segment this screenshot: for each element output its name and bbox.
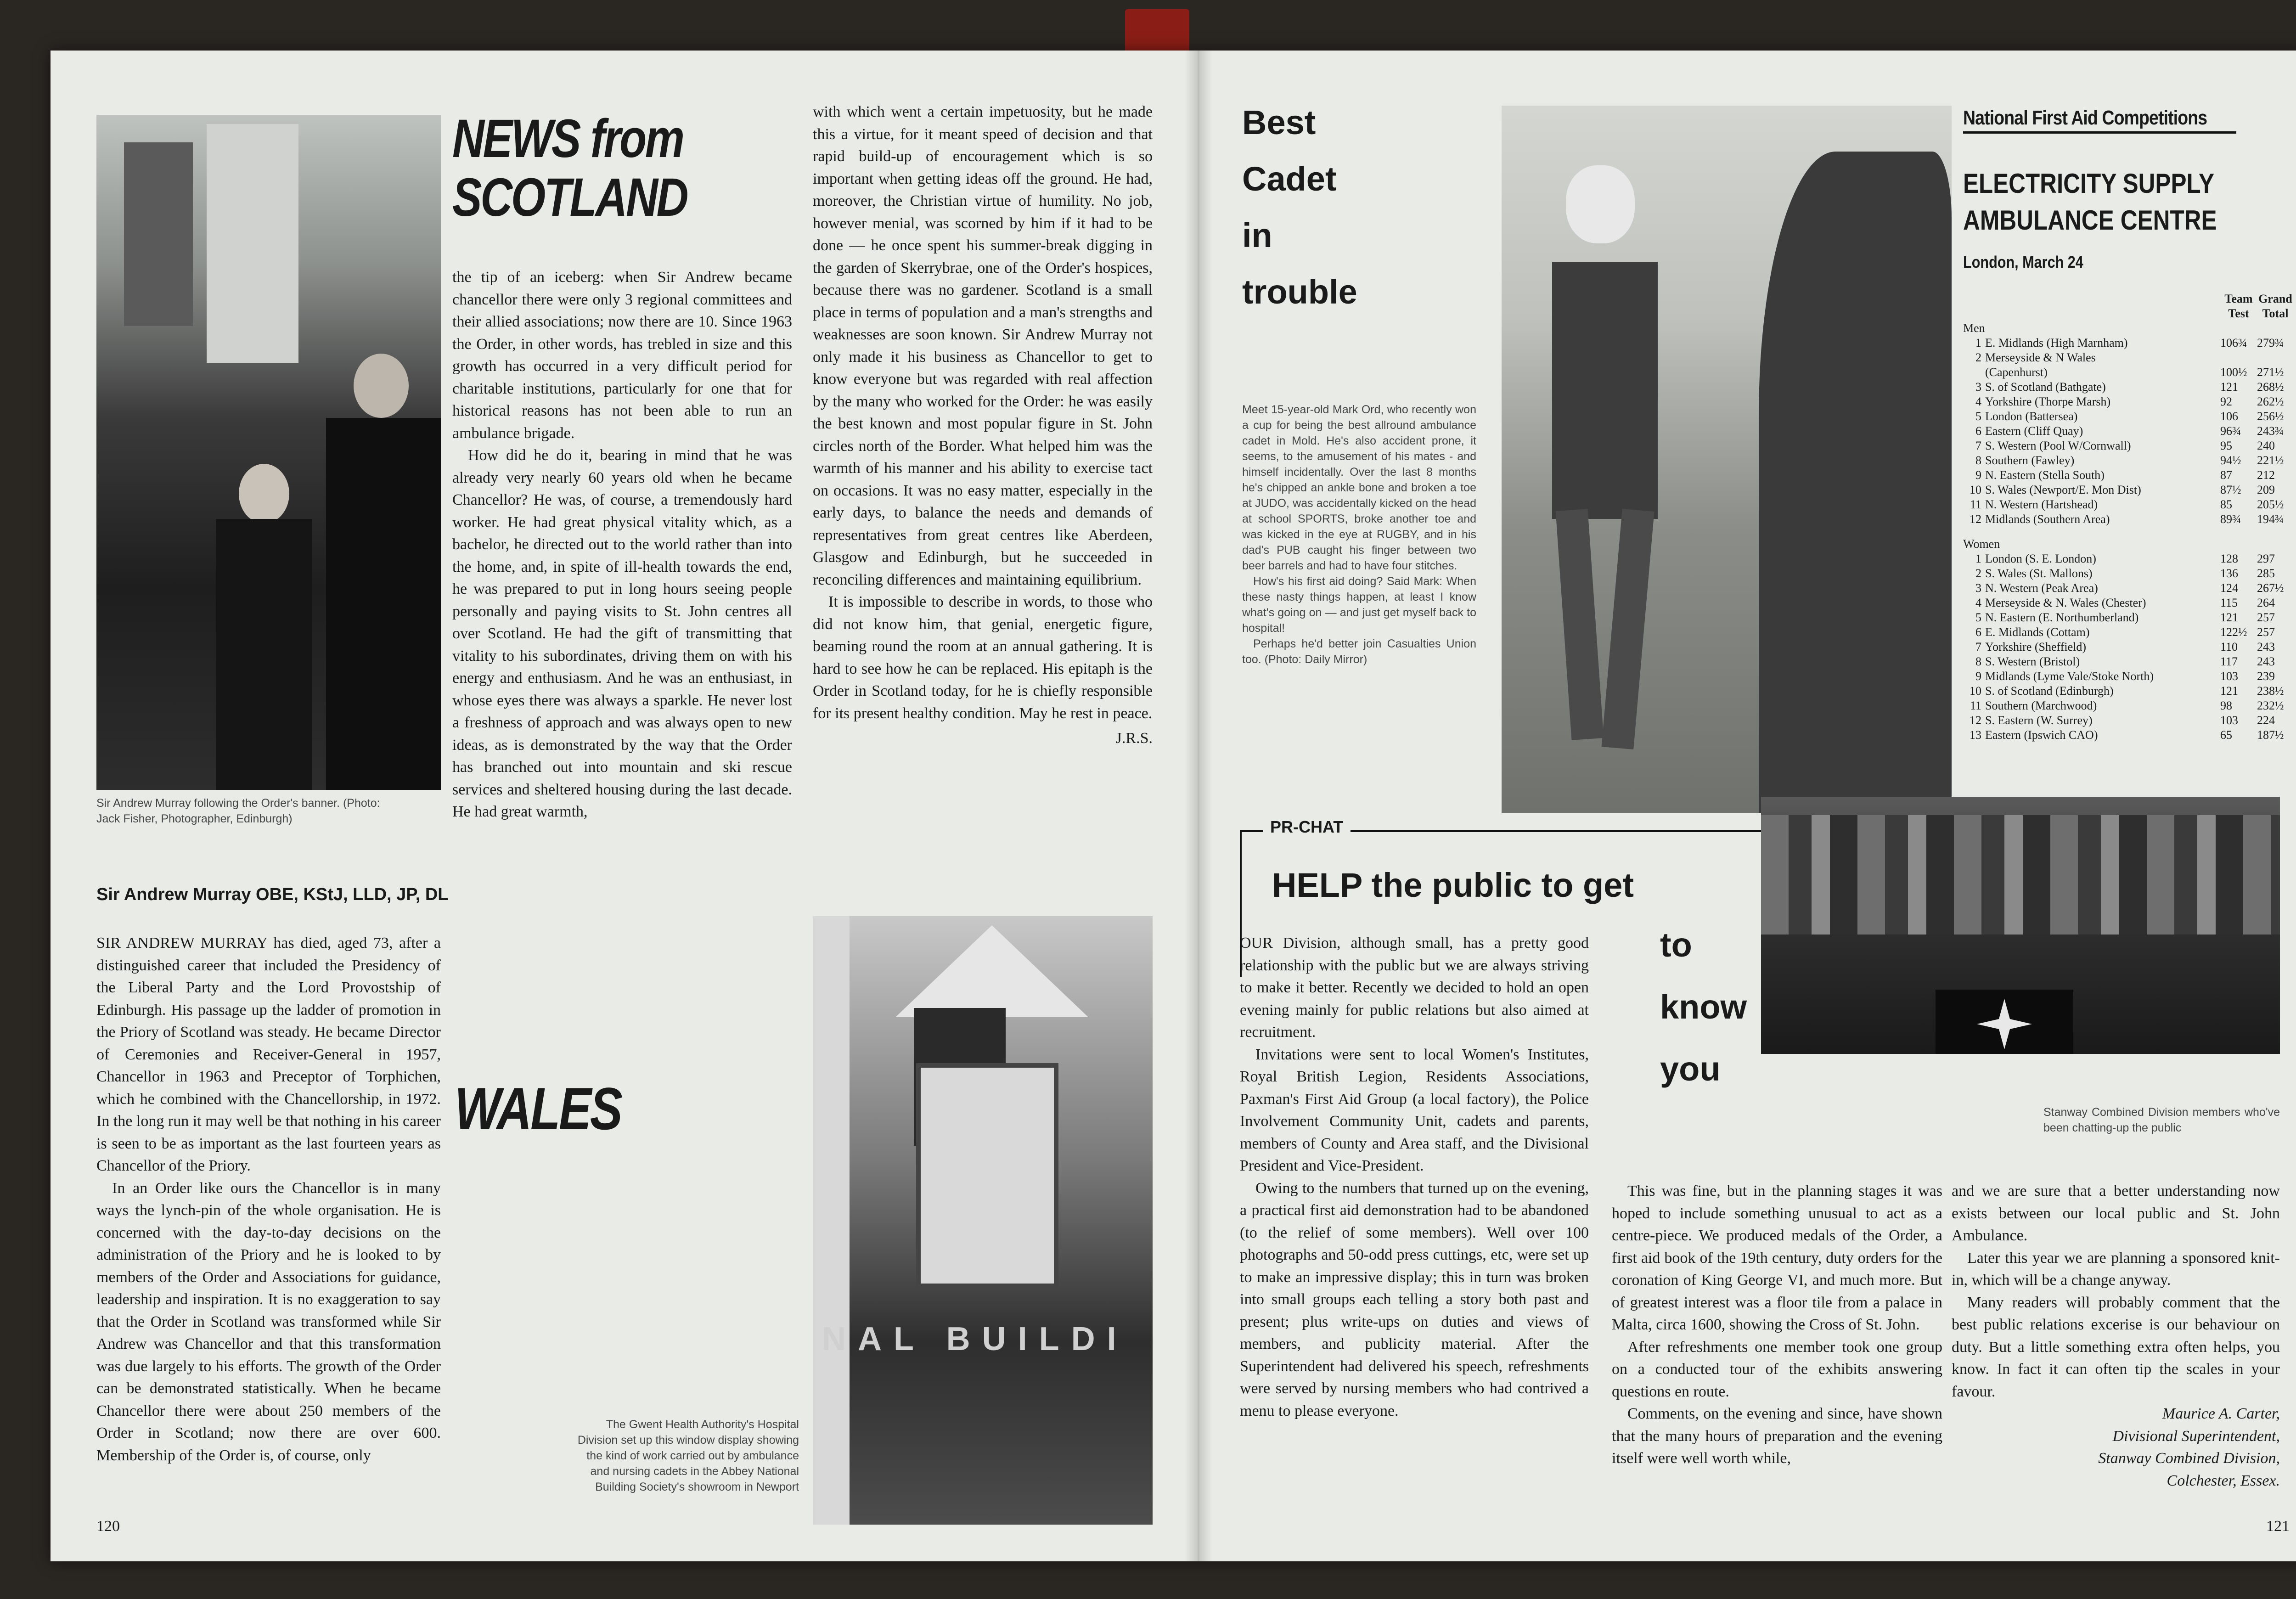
results-cell-n: 1 — [1975, 336, 1981, 349]
results-cell-name: Southern (Fawley) — [1985, 454, 2075, 467]
prchat-label-text: PR-CHAT — [1263, 817, 1351, 837]
results-row — [1963, 566, 2294, 581]
results-row — [1963, 394, 2294, 409]
results-cell-name: E. Midlands (Cottam) — [1985, 625, 2090, 639]
results-row — [1963, 684, 2294, 698]
results-row — [1963, 552, 2294, 566]
results-cell-grand: 209 — [2257, 483, 2275, 496]
scotland-col2 — [452, 266, 792, 823]
results-cell-n: 2 — [1975, 567, 1981, 580]
results-cell-grand: 243¾ — [2257, 424, 2284, 438]
scotland-col2-p1: the tip of an iceberg: when Sir Andrew became chancellor there were only 3 regional committees and their allied associations; now there are 10. Since 1963 the Order, in other words, has trebled in size and this growth has occurred in a very difficult period for charitable institutions, particularly for one that for historical reasons has not been able to run an ambulance brigade. — [452, 269, 792, 442]
results-cell-team: 92 — [2220, 395, 2232, 408]
cadet-photo — [1502, 106, 1952, 813]
obituary-title: Sir Andrew Murray OBE, KStJ, LLD, JP, DL — [96, 885, 449, 904]
wales-photo — [813, 916, 1153, 1525]
header-team-1: Team — [2224, 292, 2253, 305]
results-cell-team: 85 — [2220, 498, 2232, 511]
page-number-left: 120 — [96, 1518, 120, 1535]
results-cell-grand: 257 — [2257, 625, 2275, 639]
results-cell-name: N. Eastern (E. Northumberland) — [1985, 611, 2139, 624]
results-cell-n: 9 — [1975, 468, 1981, 482]
results-cell-n: 4 — [1975, 596, 1981, 609]
prchat-col3-p2: Later this year we are planning a sponsored knit-in, which will be a change anyway. — [1952, 1249, 2280, 1289]
results-cell-grand: 297 — [2257, 552, 2275, 565]
cadet-headline-line4: trouble — [1242, 273, 1357, 311]
results-row — [1963, 453, 2294, 468]
cadet-caption-p1: Meet 15-year-old Mark Ord, who recently won a cup for being the best allround ambulance cadet in Mold. He's also accident prone, it seems, to the amusement of his mates - and himself incidentally. Over the last 8 months he's chipped an ankle bone and broken a toe at JUDO, was accidentally kicked on the head at school SPORTS, broke another toe and was kicked in the eye at RUGBY, and in his dad's PUB caught his finger between two beer barrels and had to have four stitches. — [1242, 403, 1476, 572]
page-number-right: 121 — [2266, 1518, 2290, 1535]
results-cell-name: E. Midlands (High Marnham) — [1985, 336, 2128, 349]
header-grand-1: Grand — [2258, 292, 2292, 305]
results-cell-n: 1 — [1975, 552, 1981, 565]
scotland-photo-caption: Sir Andrew Murray following the Order's banner. (Photo: Jack Fisher, Photographer, Edinburgh) — [96, 797, 380, 825]
results-row — [1963, 640, 2294, 654]
results-row — [1963, 468, 2294, 483]
scotland-col3-p2: It is impossible to describe in words, to those who did not know him, that genial, energetic figure, beaming round the room at an annual gathering. It is hard to see how he can be replaced. His epitaph is the Order in Scotland today, for he is chiefly responsible for its present healthy condition. May he rest in peace. — [813, 593, 1153, 722]
results-cell-team: 122½ — [2220, 625, 2247, 639]
results-cell-team: 87½ — [2220, 483, 2241, 496]
results-cell-n: 8 — [1975, 454, 1981, 467]
results-cell-n: 6 — [1975, 625, 1981, 639]
results-cell-grand: 257 — [2257, 611, 2275, 624]
results-cell-team: 94½ — [2220, 454, 2241, 467]
results-cell-grand: 264 — [2257, 596, 2275, 609]
results-cell-name: Eastern (Cliff Quay) — [1985, 424, 2083, 438]
results-cell-name: N. Western (Hartshead) — [1985, 498, 2098, 511]
results-cell-name: London (S. E. London) — [1985, 552, 2096, 565]
results-cell-name: S. Western (Bristol) — [1985, 655, 2080, 668]
results-cell-team: 95 — [2220, 439, 2232, 452]
wales-headline: WALES — [455, 1075, 621, 1142]
results-cell-n: 10 — [1970, 684, 1981, 698]
prchat-label — [1240, 817, 1800, 845]
prchat-signature-title: Divisional Superintendent, — [2112, 1427, 2280, 1445]
women-label: Women — [1963, 537, 2000, 551]
results-cell-name: Merseyside & N. Wales (Chester) — [1985, 596, 2146, 609]
prchat-signature-place: Colchester, Essex. — [2167, 1472, 2280, 1489]
results-cell-name: Southern (Marchwood) — [1985, 699, 2097, 712]
wales-photo-caption: The Gwent Health Authority's Hospital Division set up this window display showing the kind of work carried out by ambulance and nursing cadets in the Abbey National Building Society's showroom in Newport — [577, 1418, 799, 1493]
results-cell-team: 121 — [2220, 611, 2238, 624]
results-row — [1963, 728, 2294, 743]
results-cell-grand: 221½ — [2257, 454, 2284, 467]
results-cell-team: 103 — [2220, 670, 2238, 683]
results-cell-n: 5 — [1975, 611, 1981, 624]
prchat-col3-p3: Many readers will probably comment that the best public relations excerise is our behaviour on duty. But a little something extra often helps, you know. In fact it can often tip the scales in your favour. — [1952, 1294, 2280, 1400]
prchat-col2-p2: After refreshments one member took one group on a conducted tour of the exhibits answering questions en route. — [1612, 1338, 1942, 1400]
results-row — [1963, 625, 2294, 640]
competition-title — [1963, 165, 2256, 239]
results-cell-grand: 243 — [2257, 640, 2275, 653]
scotland-signature: J.R.S. — [1115, 730, 1153, 747]
results-cell-team: 121 — [2220, 380, 2238, 394]
scotland-headline-line2: SCOTLAND — [452, 167, 687, 228]
results-cell-grand: 268½ — [2257, 380, 2284, 394]
results-cell-n: 4 — [1975, 395, 1981, 408]
prchat-signature-name: Maurice A. Carter, — [2162, 1405, 2280, 1422]
prchat-col3-p1: and we are sure that a better understanding now exists between our local public and St. John Ambulance. — [1952, 1182, 2280, 1244]
results-cell-team: 136 — [2220, 567, 2238, 580]
prchat-col1-p1: OUR Division, although small, has a pretty good relationship with the public but we are always striving to make it better. Recently we decided to hold an open evening mainly for public relations but also aimed at recruitment. — [1240, 935, 1589, 1041]
results-cell-grand: 267½ — [2257, 581, 2284, 595]
results-row — [1963, 365, 2294, 380]
results-cell-grand: 262½ — [2257, 395, 2284, 408]
cadet-headline-line1: Best — [1242, 103, 1316, 141]
prchat-photo-caption: Stanway Combined Division members who've been chatting-up the public — [2043, 1106, 2280, 1134]
results-cell-team: 117 — [2220, 655, 2238, 668]
results-row — [1963, 713, 2294, 728]
results-cell-n: 11 — [1970, 498, 1981, 511]
results-row — [1963, 610, 2294, 625]
results-cell-grand: 256½ — [2257, 410, 2284, 423]
cadet-headline-line2: Cadet — [1242, 160, 1337, 198]
scotland-col3-p1: with which went a certain impetuosity, but he made this a virtue, for it meant speed of decision and that rapid build-up of encouragement which is so important when getting ideas off the ground. He had, moreover, the Christian virtue of humility. No job, however menial, was scorned by him if it had to be done — he once spent his summer-break digging in the garden of Skerrybrae, one of the Order's hospices, because there was no gardener. Scotland is a small place in terms of population and a man's strengths and weaknesses are soon known. Sir Andrew Murray not only made it his business as Chancellor to get to know everyone but was regarded with real affection by the many who worked for the Order: he was easily the best known and most popular figure in St. John circles north of the Border. What helped him was the warmth of his manner and his ability to exercise tact on occasions. It was no easy matter, especially in the early days, to balance the needs and demands of representatives from great centres like Aberdeen, Glasgow and Edinburgh, but he succeeded in reconciling differences and maintaining equilibrium. — [813, 103, 1153, 588]
prchat-col1-p2: Invitations were sent to local Women's Institutes, Royal British Legion, Residents Associations, Paxman's First Aid Group (a local factory), the Police Involvement Community Unit, cadets and parents, members of County and Area staff, and the Divisional President and Vice-President. — [1240, 1046, 1589, 1174]
results-cell-team: 128 — [2220, 552, 2238, 565]
scotland-col1-p1: SIR ANDREW MURRAY has died, aged 73, after a distinguished career that included the Presidency of the Liberal Party and the Lord Provostship of Edinburgh. His passage up the ladder of promotion in the Priory of Scotland was steady. He became Director of Ceremonies and Receiver-General in 1957, Chancellor in 1963 and Preceptor of Torphichen, which he combined with the Chancellorship, in 1972. In the long run it may well be that nothing in his career is seen to be as important as the last fourteen years as Chancellor of the Priory. — [96, 935, 441, 1174]
results-cell-n: 8 — [1975, 655, 1981, 668]
results-table — [1963, 292, 2294, 743]
results-cell-name: Yorkshire (Thorpe Marsh) — [1985, 395, 2111, 408]
results-cell-grand: 271½ — [2257, 366, 2284, 379]
results-cell-name: N. Western (Peak Area) — [1985, 581, 2098, 595]
results-cell-n: 7 — [1975, 439, 1981, 452]
results-row — [1963, 350, 2294, 365]
results-cell-name: S. Western (Pool W/Cornwall) — [1985, 439, 2131, 452]
men-label: Men — [1963, 321, 1985, 335]
results-cell-grand: 224 — [2257, 714, 2275, 727]
prchat-signature-division: Stanway Combined Division, — [2098, 1450, 2280, 1467]
results-cell-team: 100½ — [2220, 366, 2247, 379]
page-gutter — [1185, 51, 1212, 1561]
results-row — [1963, 581, 2294, 596]
results-cell-n: 6 — [1975, 424, 1981, 438]
scotland-col1 — [96, 932, 441, 1467]
results-row — [1963, 512, 2294, 527]
results-cell-name: Midlands (Lyme Vale/Stoke North) — [1985, 670, 2154, 683]
book-binding — [1125, 9, 1189, 53]
results-cell-team: 121 — [2220, 684, 2238, 698]
results-cell-n: 12 — [1970, 714, 1981, 727]
results-cell-team: 124 — [2220, 581, 2238, 595]
results-cell-name: London (Battersea) — [1985, 410, 2078, 423]
header-grand-2: Total — [2262, 307, 2289, 320]
results-cell-name: S. Eastern (W. Surrey) — [1985, 714, 2093, 727]
competition-dateline: London, March 24 — [1963, 253, 2083, 271]
results-cell-team: 96¾ — [2220, 424, 2241, 438]
results-cell-grand: 187½ — [2257, 728, 2284, 742]
prchat-col1-p3: Owing to the numbers that turned up on the evening, a practical first aid demonstration had to be abandoned (to the relief of some members). Well over 100 photographs and 50-odd press cuttings, etc, were set up to make an impressive display; this in turn was broken into small groups each telling a story both past and present; plus write-ups on duties and views of members, and publicity material. After the Superintendent had delivered his speech, refreshments were served by nursing members who had contrived a menu to please everyone. — [1240, 1179, 1589, 1419]
results-cell-name: N. Eastern (Stella South) — [1985, 468, 2105, 482]
results-cell-n: 13 — [1970, 728, 1981, 742]
prchat-headline-you: you — [1660, 1050, 1721, 1088]
results-cell-n: 3 — [1975, 380, 1981, 394]
results-cell-name: (Capenhurst) — [1985, 366, 2048, 379]
cadet-headline — [1242, 94, 1463, 320]
results-cell-grand: 285 — [2257, 567, 2275, 580]
wales-photo-sign: NAL BUILDI — [822, 1321, 1128, 1357]
cadet-caption — [1242, 402, 1476, 667]
competition-title-line2: AMBULANCE CENTRE — [1963, 205, 2217, 236]
results-row — [1963, 654, 2294, 669]
cadet-headline-line3: in — [1242, 216, 1272, 254]
results-row — [1963, 409, 2294, 424]
results-cell-team: 87 — [2220, 468, 2232, 482]
results-cell-name: S. of Scotland (Edinburgh) — [1985, 684, 2114, 698]
header-team-2: Test — [2228, 307, 2249, 320]
competition-title-line1: ELECTRICITY SUPPLY — [1963, 168, 2214, 199]
results-row — [1963, 336, 2294, 350]
results-cell-name: Eastern (Ipswich CAO) — [1985, 728, 2098, 742]
prchat-col2 — [1612, 1180, 1942, 1470]
cadet-caption-p2: How's his first aid doing? Said Mark: When these nasty things happen, at least I know what's going on — and just get myself back to hospital! — [1242, 575, 1476, 635]
results-cell-n: 2 — [1975, 351, 1981, 364]
prchat-col2-p1: This was fine, but in the planning stages it was hoped to include something unusual to act as a centre-piece. We produced medals of the Order, a first aid book of the 19th century, duty orders for the coronation of King George VI, and much more. But of greatest interest was a floor tile from a palace in Malta, circa 1600, showing the Cross of St. John. — [1612, 1182, 1942, 1333]
scotland-col2-p2: How did he do it, bearing in mind that he was already very nearly 60 years old when he became Chancellor? He was, of course, a tremendously hard worker. He had great physical vitality which, as a bachelor, he directed out to the world rather than into the home, and, in spite of ill-health towards the end, he was prepared to put in long hours seeing people personally and paying visits to St. John centres all over Scotland. He had the gift of transmitting that vitality to his subordinates, driving them on with his energy and enthusiasm. And he was an enthusiast, in whose eyes there was always a sparkle. He never lost a freshness of approach and was always open to new ideas, as is demonstrated by the way that the Order has branched out into mountain and ski rescue services and sheltered housing during the last decade. He had great warmth, — [452, 447, 792, 820]
results-cell-grand: 194¾ — [2257, 512, 2284, 526]
results-cell-team: 89¾ — [2220, 512, 2241, 526]
scotland-headline-line1: NEWS from — [452, 108, 683, 169]
prchat-col3 — [1952, 1180, 2280, 1492]
results-cell-grand: 239 — [2257, 670, 2275, 683]
results-cell-name: Yorkshire (Sheffield) — [1985, 640, 2087, 653]
results-cell-team: 110 — [2220, 640, 2238, 653]
prchat-signature — [1952, 1403, 2280, 1492]
magazine-spread — [51, 51, 2296, 1561]
results-cell-n: 12 — [1970, 512, 1981, 526]
results-cell-n: 7 — [1975, 640, 1981, 653]
results-cell-team: 106 — [2220, 410, 2238, 423]
prchat-col2-p3: Comments, on the evening and since, have shown that the many hours of preparation and the evening itself were well worth while, — [1612, 1405, 1942, 1467]
scotland-headline — [452, 109, 723, 227]
results-row — [1963, 439, 2294, 453]
results-cell-grand: 212 — [2257, 468, 2275, 482]
results-row — [1963, 424, 2294, 439]
results-cell-name: Merseyside & N Wales — [1985, 351, 2096, 364]
results-cell-name: S. Wales (St. Mallons) — [1985, 567, 2093, 580]
results-cell-n: 3 — [1975, 581, 1981, 595]
results-cell-team: 65 — [2220, 728, 2232, 742]
competition-kicker: National First Aid Competitions — [1963, 107, 2236, 134]
prchat-headline-line1: HELP the public to get — [1272, 866, 1634, 904]
scotland-col1-p2: In an Order like ours the Chancellor is in many ways the lynch-pin of the whole organisation. He is concerned with the day-to-day decisions on the administration of the Priory and he is looked to by members of the Order and Associations for guidance, leadership and inspiration. It is no exaggeration to say that the Order in Scotland was transformed while Sir Andrew was Chancellor and that this transformation was due largely to his efforts. The growth of the Order can be demonstrated statistically. When he became Chancellor there were about 250 members of the Order in Scotland; now there are over 600. Membership of the Order is, of course, only — [96, 1179, 441, 1464]
results-cell-grand: 243 — [2257, 655, 2275, 668]
results-cell-n — [1963, 365, 1981, 380]
results-row — [1963, 380, 2294, 394]
results-cell-name: S. Wales (Newport/E. Mon Dist) — [1985, 483, 2141, 496]
results-cell-n: 5 — [1975, 410, 1981, 423]
results-cell-team — [2220, 350, 2257, 365]
results-cell-name: S. of Scotland (Bathgate) — [1985, 380, 2106, 394]
results-cell-team: 103 — [2220, 714, 2238, 727]
prchat-photo — [1761, 797, 2280, 1054]
results-cell-team: 106¾ — [2220, 336, 2247, 349]
results-cell-n: 10 — [1970, 483, 1981, 496]
scotland-col3 — [813, 101, 1153, 750]
prchat-headline-know: know — [1660, 988, 1747, 1026]
results-header — [1963, 292, 2294, 321]
results-cell-n: 9 — [1975, 670, 1981, 683]
results-cell-team: 98 — [2220, 699, 2232, 712]
results-cell-n: 11 — [1970, 699, 1981, 712]
results-row — [1963, 483, 2294, 497]
results-cell-team: 115 — [2220, 596, 2238, 609]
prchat-col1 — [1240, 932, 1589, 1422]
scotland-photo — [96, 115, 441, 790]
results-cell-grand: 232½ — [2257, 699, 2284, 712]
results-cell-grand: 205½ — [2257, 498, 2284, 511]
prchat-headline-to: to — [1660, 926, 1692, 964]
results-row — [1963, 698, 2294, 713]
results-row — [1963, 497, 2294, 512]
results-cell-grand: 240 — [2257, 439, 2275, 452]
results-row — [1963, 596, 2294, 610]
results-cell-grand: 238½ — [2257, 684, 2284, 698]
results-cell-grand: 279¾ — [2257, 336, 2284, 349]
results-cell-grand — [2257, 350, 2294, 365]
cadet-caption-p3: Perhaps he'd better join Casualties Union too. (Photo: Daily Mirror) — [1242, 637, 1476, 666]
results-cell-name: Midlands (Southern Area) — [1985, 512, 2110, 526]
results-row — [1963, 669, 2294, 684]
